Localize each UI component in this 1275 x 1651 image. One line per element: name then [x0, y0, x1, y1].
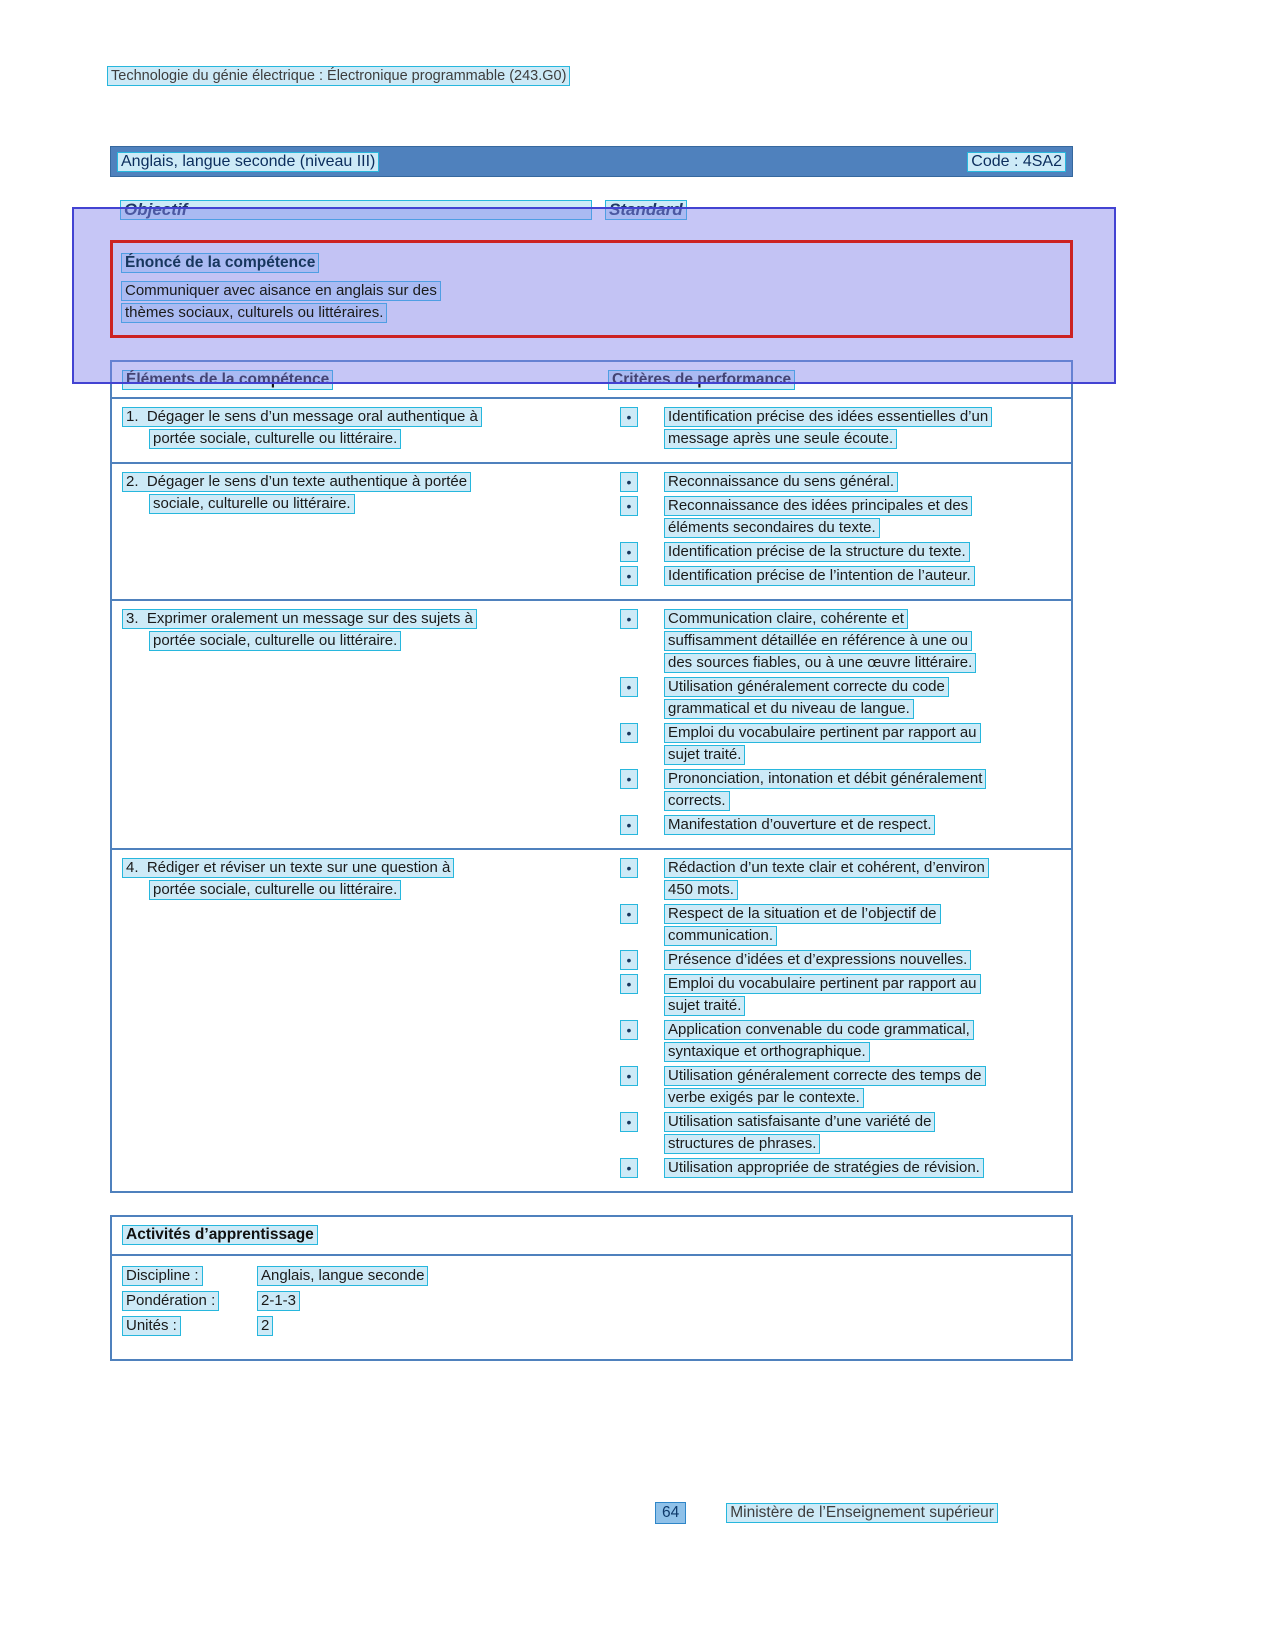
element-line: 1. Dégager le sens d’un message oral authentique à	[122, 407, 482, 427]
standard-heading: Standard	[605, 200, 687, 220]
bullet-item	[620, 609, 1063, 675]
activites-row	[122, 1266, 1061, 1286]
bullet-item	[620, 566, 1063, 588]
objectif-heading: Objectif	[120, 200, 592, 220]
table-header-right	[600, 370, 1071, 390]
element-line: portée sociale, culturelle ou littéraire.	[149, 631, 401, 651]
criterion-line: Emploi du vocabulaire pertinent par rapport au	[664, 974, 981, 994]
bullet-item	[620, 723, 1063, 767]
element-cell	[112, 609, 600, 839]
table-header-row	[112, 362, 1071, 397]
element-line: portée sociale, culturelle ou littéraire.	[149, 880, 401, 900]
bullet-icon: •	[620, 472, 638, 492]
ponderation-label: Pondération :	[122, 1291, 219, 1311]
enonce-box	[110, 240, 1073, 338]
criteria-cell	[600, 609, 1071, 839]
criteres-header: Critères de performance	[608, 370, 795, 390]
criterion-line: communication.	[664, 926, 777, 946]
criterion-line: Identification précise de l’intention de l’auteur.	[664, 566, 975, 586]
bullet-item	[620, 950, 1063, 972]
criterion-line: Manifestation d’ouverture et de respect.	[664, 815, 935, 835]
element-line: portée sociale, culturelle ou littéraire.	[149, 429, 401, 449]
standard-column	[605, 200, 687, 220]
criterion-line: Prononciation, intonation et débit généralement	[664, 769, 986, 789]
criterion-line: Respect de la situation et de l’objectif de	[664, 904, 941, 924]
criterion-line: Utilisation généralement correcte du code	[664, 677, 949, 697]
criteria-cell	[600, 472, 1071, 590]
bullet-icon: •	[620, 1020, 638, 1040]
bullet-item	[620, 677, 1063, 721]
criterion-line: éléments secondaires du texte.	[664, 518, 880, 538]
bullet-icon: •	[620, 815, 638, 835]
course-title: Anglais, langue seconde (niveau III)	[117, 152, 379, 172]
bullet-icon: •	[620, 677, 638, 697]
criterion-line: corrects.	[664, 791, 730, 811]
course-code: Code : 4SA2	[967, 152, 1066, 172]
objectif-column	[120, 200, 605, 220]
bullet-item	[620, 769, 1063, 813]
bullet-icon: •	[620, 950, 638, 970]
bullet-icon: •	[620, 542, 638, 562]
enonce-body	[113, 281, 1070, 323]
enonce-line: thèmes sociaux, culturels ou littéraires.	[121, 303, 387, 323]
criterion-line: Rédaction d’un texte clair et cohérent, d’environ	[664, 858, 989, 878]
bullet-item	[620, 472, 1063, 494]
criterion-line: syntaxique et orthographique.	[664, 1042, 870, 1062]
enonce-heading: Énoncé de la compétence	[121, 253, 319, 273]
bullet-item	[620, 1020, 1063, 1064]
bullet-item	[620, 407, 1063, 451]
element-line: 4. Rédiger et réviser un texte sur une question à	[122, 858, 454, 878]
ministry-text: Ministère de l’Enseignement supérieur	[726, 1503, 998, 1523]
criterion-line: Emploi du vocabulaire pertinent par rapport au	[664, 723, 981, 743]
element-line: 3. Exprimer oralement un message sur des sujets à	[122, 609, 477, 629]
bullet-item	[620, 974, 1063, 1018]
element-cell	[112, 407, 600, 453]
criterion-line: sujet traité.	[664, 996, 745, 1016]
element-line: 2. Dégager le sens d’un texte authentique à portée	[122, 472, 471, 492]
table-row	[112, 848, 1071, 1191]
bullet-item	[620, 1066, 1063, 1110]
criterion-line: verbe exigés par le contexte.	[664, 1088, 864, 1108]
objectif-standard-row	[110, 200, 1073, 220]
criterion-line: Reconnaissance du sens général.	[664, 472, 898, 492]
bullet-item	[620, 858, 1063, 902]
criterion-line: Reconnaissance des idées principales et des	[664, 496, 972, 516]
bullet-item	[620, 542, 1063, 564]
document-header	[107, 66, 1073, 86]
competence-table	[110, 360, 1073, 1193]
activites-heading-row	[112, 1217, 1071, 1256]
bullet-icon: •	[620, 1112, 638, 1132]
table-row	[112, 599, 1071, 848]
bullet-icon: •	[620, 858, 638, 878]
bullet-icon: •	[620, 1066, 638, 1086]
page-footer	[655, 1502, 998, 1524]
element-line: sociale, culturelle ou littéraire.	[149, 494, 355, 514]
bullet-icon: •	[620, 1158, 638, 1178]
criteria-cell	[600, 858, 1071, 1182]
criterion-line: Identification précise de la structure du texte.	[664, 542, 970, 562]
criterion-line: structures de phrases.	[664, 1134, 820, 1154]
table-row	[112, 462, 1071, 599]
bullet-icon: •	[620, 769, 638, 789]
bullet-icon: •	[620, 723, 638, 743]
page-number: 64	[655, 1502, 686, 1524]
unites-value: 2	[257, 1316, 273, 1336]
criterion-line: des sources fiables, ou à une œuvre littéraire.	[664, 653, 976, 673]
criterion-line: Utilisation satisfaisante d’une variété de	[664, 1112, 935, 1132]
activites-heading: Activités d’apprentissage	[122, 1225, 318, 1245]
activites-box	[110, 1215, 1073, 1361]
criterion-line: grammatical et du niveau de langue.	[664, 699, 914, 719]
criterion-line: Identification précise des idées essentielles d’un	[664, 407, 992, 427]
criterion-line: Utilisation généralement correcte des temps de	[664, 1066, 986, 1086]
bullet-icon: •	[620, 609, 638, 629]
bullet-item	[620, 496, 1063, 540]
criterion-line: Utilisation appropriée de stratégies de révision.	[664, 1158, 984, 1178]
discipline-label: Discipline :	[122, 1266, 203, 1286]
criterion-line: suffisamment détaillée en référence à une ou	[664, 631, 972, 651]
enonce-heading-row	[113, 251, 1070, 281]
criterion-line: Communication claire, cohérente et	[664, 609, 908, 629]
bullet-item	[620, 1112, 1063, 1156]
unites-label: Unités :	[122, 1316, 181, 1336]
discipline-value: Anglais, langue seconde	[257, 1266, 428, 1286]
criterion-line: Application convenable du code grammatical,	[664, 1020, 974, 1040]
element-cell	[112, 472, 600, 590]
activites-row	[122, 1316, 1061, 1336]
criterion-line: message après une seule écoute.	[664, 429, 897, 449]
enonce-line: Communiquer avec aisance en anglais sur des	[121, 281, 441, 301]
criterion-line: sujet traité.	[664, 745, 745, 765]
criterion-line: Présence d’idées et d’expressions nouvelles.	[664, 950, 971, 970]
bullet-item	[620, 815, 1063, 837]
criterion-line: 450 mots.	[664, 880, 738, 900]
bullet-item	[620, 1158, 1063, 1180]
elements-header: Éléments de la compétence	[122, 370, 333, 390]
bullet-icon: •	[620, 566, 638, 586]
criteria-cell	[600, 407, 1071, 453]
ponderation-value: 2-1-3	[257, 1291, 300, 1311]
course-title-bar	[110, 146, 1073, 177]
bullet-icon: •	[620, 904, 638, 924]
bullet-item	[620, 904, 1063, 948]
table-header-left	[112, 370, 600, 390]
bullet-icon: •	[620, 496, 638, 516]
bullet-icon: •	[620, 974, 638, 994]
document-header-text: Technologie du génie électrique : Électronique programmable (243.G0)	[107, 66, 570, 86]
page	[110, 0, 1073, 1361]
table-row	[112, 397, 1071, 462]
activites-body	[112, 1256, 1071, 1359]
element-cell	[112, 858, 600, 1182]
bullet-icon: •	[620, 407, 638, 427]
activites-row	[122, 1291, 1061, 1311]
